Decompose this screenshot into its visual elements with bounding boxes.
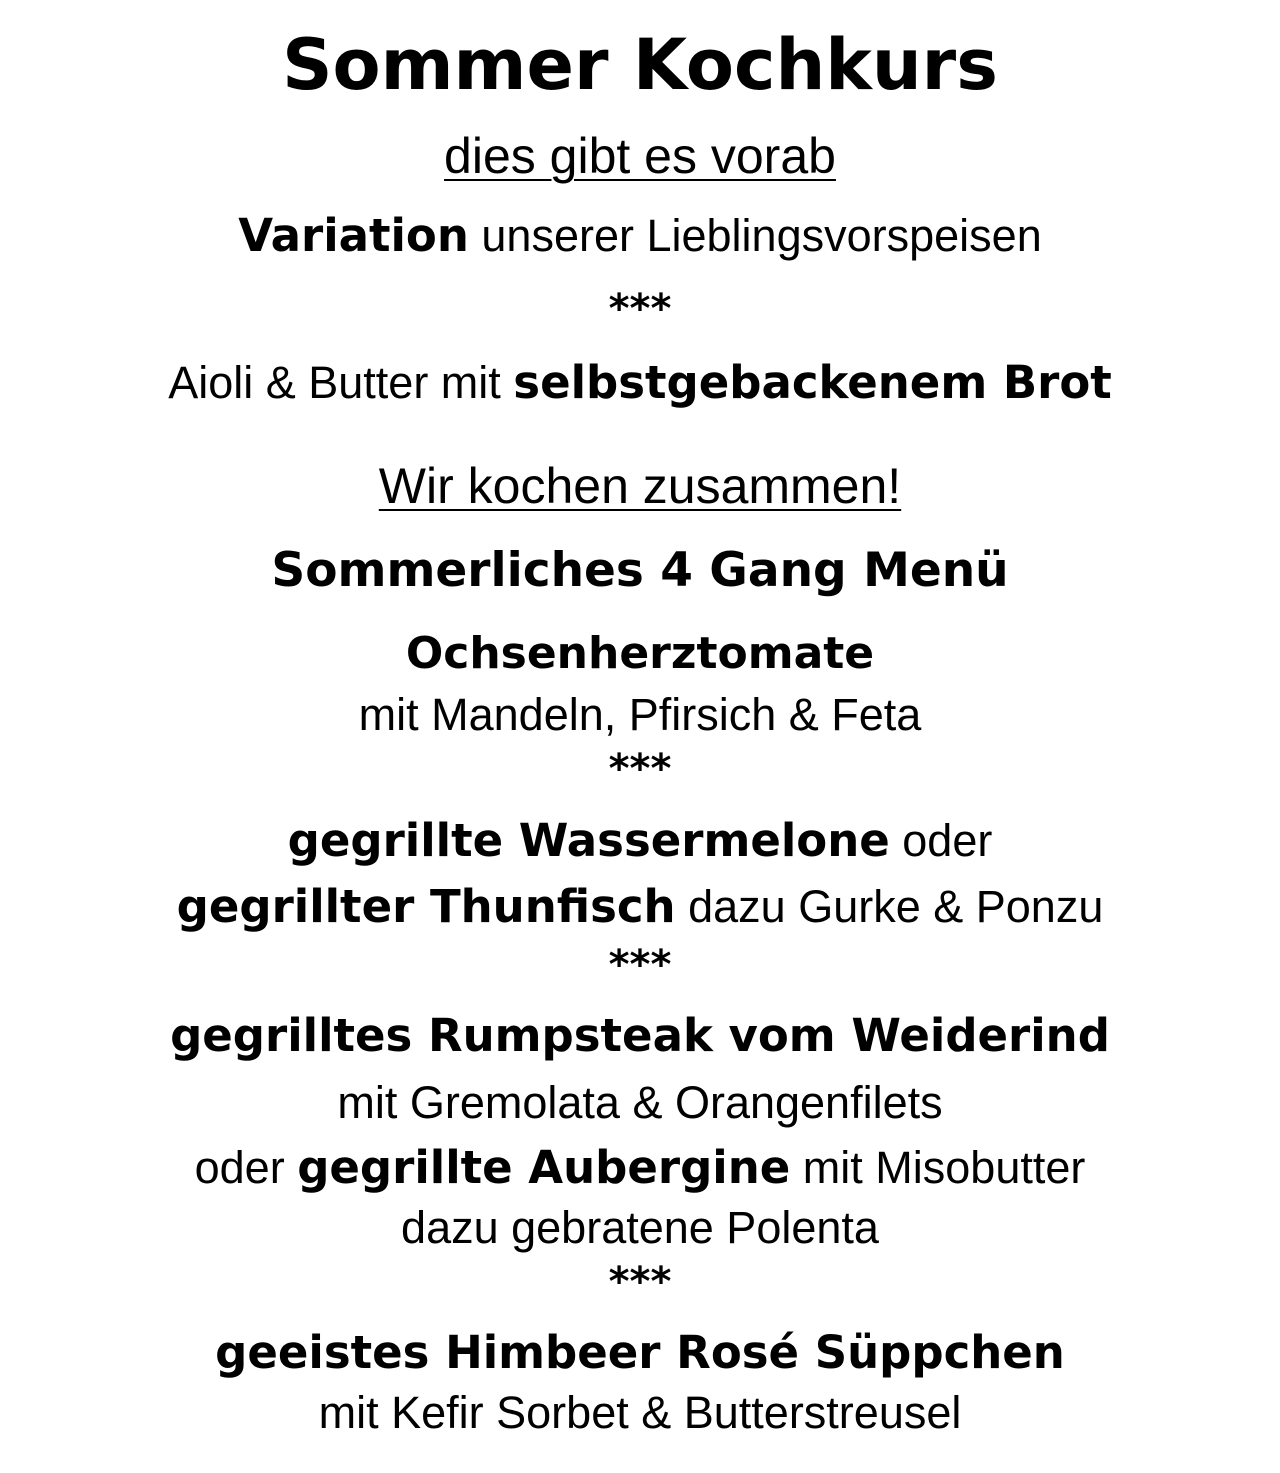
course2-line2-bold: gegrillter Thunfisch bbox=[176, 880, 676, 933]
kochen-heading-text: Wir kochen zusammen! bbox=[378, 458, 902, 514]
course4-name: geeistes Himbeer Rosé Süppchen bbox=[215, 1326, 1065, 1379]
course3-desc2 bbox=[0, 1141, 1280, 1194]
kochen-heading bbox=[0, 458, 1280, 514]
course3-desc2-start: oder bbox=[194, 1142, 298, 1193]
vorab-item-variation-rest: unserer Lieblingsvorspeisen bbox=[468, 210, 1042, 261]
separator: *** bbox=[608, 942, 672, 988]
vorab-item-variation bbox=[0, 209, 1280, 262]
vorab-item-brot-bold: selbstgebackenem Brot bbox=[513, 356, 1112, 409]
course3-desc2-bold: gegrillte Aubergine bbox=[297, 1141, 791, 1194]
course1-name: Ochsenherztomate bbox=[405, 628, 875, 679]
separator: *** bbox=[608, 746, 672, 792]
course2-line1-bold: gegrillte Wassermelone bbox=[287, 814, 890, 867]
course4-desc: mit Kefir Sorbet & Butterstreusel bbox=[318, 1387, 962, 1438]
page-title: Sommer Kochkurs bbox=[282, 24, 998, 106]
vorab-item-brot bbox=[0, 356, 1280, 409]
vorab-item-brot-start: Aioli & Butter mit bbox=[168, 357, 514, 408]
vorab-heading-text: dies gibt es vorab bbox=[444, 128, 836, 184]
course3-desc2-rest: mit Misobutter bbox=[790, 1142, 1086, 1193]
vorab-item-variation-bold: Variation bbox=[238, 209, 469, 262]
course3-name: gegrilltes Rumpsteak vom Weiderind bbox=[170, 1009, 1110, 1062]
course2-line1-rest: oder bbox=[889, 815, 993, 866]
course3-desc1: mit Gremolata & Orangenfilets bbox=[337, 1077, 943, 1128]
vorab-heading bbox=[0, 128, 1280, 184]
course2-line1 bbox=[0, 814, 1280, 867]
separator: *** bbox=[608, 286, 672, 332]
course3-desc3: dazu gebratene Polenta bbox=[401, 1202, 879, 1253]
course1-desc: mit Mandeln, Pfirsich & Feta bbox=[358, 689, 922, 740]
course2-line2 bbox=[0, 880, 1280, 933]
course2-line2-rest: dazu Gurke & Ponzu bbox=[675, 881, 1104, 932]
menu-title: Sommerliches 4 Gang Menü bbox=[271, 543, 1009, 598]
separator: *** bbox=[608, 1259, 672, 1305]
